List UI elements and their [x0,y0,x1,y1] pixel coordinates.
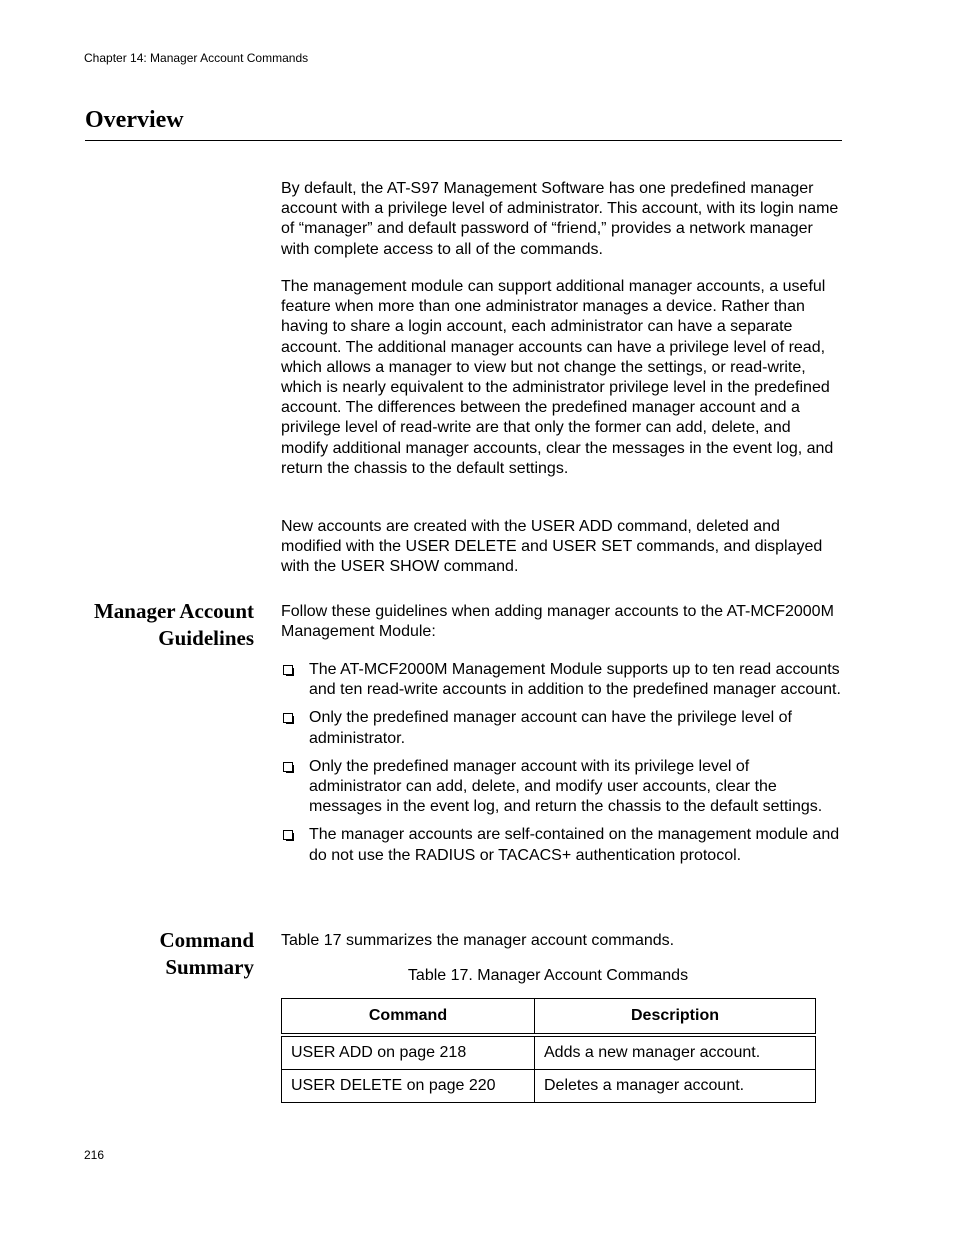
description-cell: Deletes a manager account. [535,1070,816,1103]
overview-paragraph-3: New accounts are created with the USER ADD command, deleted and modified with the USER DELETE and USER SET commands, and displayed with the USER SHOW command. [281,518,823,576]
overview-paragraph-1: By default, the AT-S97 Management Software has one predefined manager account with a privilege level of administrator. This account, with its login name of “manager” and default password of “friend,” provides a network manager with complete access to all of the commands. [281,180,839,258]
running-head: Chapter 14: Manager Account Commands [84,51,309,65]
command-cell[interactable]: USER DELETE on page 220 [282,1070,535,1103]
section-title: Overview [85,107,184,133]
column-header-command: Command [282,999,535,1036]
list-item: The manager accounts are self-contained on the management module and do not use the RADIUS or TACACS+ authentication protocol. [281,825,841,865]
table-header-row [282,999,816,1036]
command-summary-intro: Table 17 summarizes the manager account commands. [281,932,675,949]
checkbox-bullet-icon [283,713,293,723]
overview-paragraph-2: The management module can support additional manager accounts, a useful feature when more than one administrator manages a device. Rather than having to share a login account, each administrator can have a separate account. The additional manager accounts can have a privilege level of read, which allows a manager to view but not change the settings, or read-write, which is nearly equivalent to the administrator privilege level in the predefined account. The differences between the predefined manager account and a privilege level of read-write are that only the former can add, delete, and modify additional manager accounts, clear the messages in the event log, and return the chassis to the default settings. [281,278,834,477]
table-caption: Table 17. Manager Account Commands [407,967,689,984]
list-item: Only the predefined manager account can have the privilege level of administrator. [281,708,841,748]
guidelines-list [281,660,841,874]
title-rule [85,140,842,141]
list-item: The AT-MCF2000M Management Module supports up to ten read accounts and ten read-write accounts in addition to the predefined manager account. [281,660,841,700]
description-cell: Adds a new manager account. [535,1035,816,1070]
command-summary-heading: Command Summary [159,928,254,979]
command-cell[interactable]: USER ADD on page 218 [282,1035,535,1070]
list-item: Only the predefined manager account with its privilege level of administrator can add, delete, and modify user accounts, clear the messages in the event log, and return the chassis to the default settings. [281,757,841,818]
checkbox-bullet-icon [283,830,293,840]
checkbox-bullet-icon [283,665,293,675]
column-header-description: Description [535,999,816,1036]
table-row [282,1070,816,1103]
guidelines-heading: Manager Account Guidelines [93,599,254,650]
checkbox-bullet-icon [283,762,293,772]
table-row [282,1035,816,1070]
page-number: 216 [84,1148,105,1162]
guidelines-intro: Follow these guidelines when adding manager accounts to the AT-MCF2000M Management Module: [281,603,834,641]
commands-table [281,998,816,1103]
